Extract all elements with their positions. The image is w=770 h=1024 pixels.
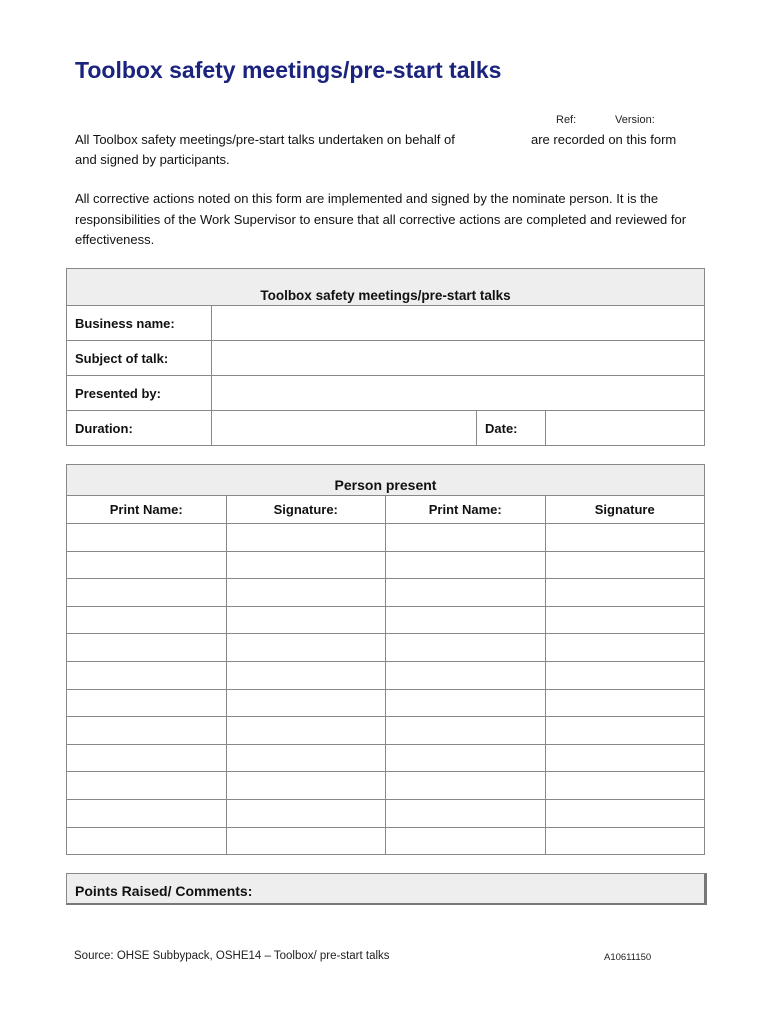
print-name-cell[interactable] bbox=[67, 799, 227, 827]
signature-cell[interactable] bbox=[545, 606, 705, 634]
print-name-cell[interactable] bbox=[386, 524, 546, 552]
print-name-cell[interactable] bbox=[386, 827, 546, 855]
subject-field[interactable] bbox=[212, 341, 705, 376]
print-name-cell[interactable] bbox=[386, 606, 546, 634]
duration-label: Duration: bbox=[67, 411, 212, 446]
print-name-cell[interactable] bbox=[67, 717, 227, 745]
signature-cell[interactable] bbox=[545, 689, 705, 717]
print-name-cell[interactable] bbox=[67, 689, 227, 717]
signature-cell[interactable] bbox=[226, 744, 386, 772]
signature-cell[interactable] bbox=[226, 579, 386, 607]
subject-label: Subject of talk: bbox=[67, 341, 212, 376]
print-name-cell[interactable] bbox=[386, 634, 546, 662]
page-title: Toolbox safety meetings/pre-start talks bbox=[75, 57, 502, 83]
attendance-table bbox=[66, 464, 705, 855]
print-name-cell[interactable] bbox=[67, 744, 227, 772]
footer-source: Source: OHSE Subbypack, OSHE14 – Toolbox/ pre-start talks bbox=[74, 950, 390, 962]
table-row bbox=[67, 634, 705, 662]
signature-cell[interactable] bbox=[545, 799, 705, 827]
comments-label: Points Raised/ Comments: bbox=[75, 883, 253, 899]
meeting-details-table bbox=[66, 268, 705, 446]
column-header-signature: Signature: bbox=[226, 496, 386, 524]
signature-cell[interactable] bbox=[226, 661, 386, 689]
signature-cell[interactable] bbox=[545, 717, 705, 745]
intro-paragraph-1-start: All Toolbox safety meetings/pre-start talks undertaken on behalf of bbox=[75, 132, 455, 147]
date-field[interactable] bbox=[546, 411, 705, 446]
table-row bbox=[67, 606, 705, 634]
signature-cell[interactable] bbox=[545, 579, 705, 607]
print-name-cell[interactable] bbox=[386, 772, 546, 800]
attendance-heading: Person present bbox=[67, 465, 705, 496]
footer-code: A10611150 bbox=[604, 952, 652, 963]
table-row bbox=[67, 524, 705, 552]
print-name-cell[interactable] bbox=[386, 717, 546, 745]
signature-cell[interactable] bbox=[226, 772, 386, 800]
print-name-cell[interactable] bbox=[67, 827, 227, 855]
date-label: Date: bbox=[477, 411, 546, 446]
signature-cell[interactable] bbox=[226, 634, 386, 662]
signature-cell[interactable] bbox=[226, 524, 386, 552]
table-row bbox=[67, 717, 705, 745]
print-name-cell[interactable] bbox=[386, 551, 546, 579]
signature-cell[interactable] bbox=[226, 606, 386, 634]
signature-cell[interactable] bbox=[226, 799, 386, 827]
comments-box[interactable] bbox=[66, 873, 707, 905]
table-row bbox=[67, 799, 705, 827]
signature-cell[interactable] bbox=[226, 689, 386, 717]
print-name-cell[interactable] bbox=[386, 799, 546, 827]
signature-cell[interactable] bbox=[545, 661, 705, 689]
print-name-cell[interactable] bbox=[386, 579, 546, 607]
print-name-cell[interactable] bbox=[386, 744, 546, 772]
table-row bbox=[67, 551, 705, 579]
print-name-cell[interactable] bbox=[67, 661, 227, 689]
business-name-label: Business name: bbox=[67, 306, 212, 341]
print-name-cell[interactable] bbox=[386, 661, 546, 689]
intro-paragraph-1-end: are recorded on this form bbox=[531, 132, 677, 147]
print-name-cell[interactable] bbox=[67, 606, 227, 634]
signature-cell[interactable] bbox=[226, 551, 386, 579]
signature-cell[interactable] bbox=[545, 551, 705, 579]
presented-by-field[interactable] bbox=[212, 376, 705, 411]
presented-by-label: Presented by: bbox=[67, 376, 212, 411]
print-name-cell[interactable] bbox=[386, 689, 546, 717]
ref-label: Ref: bbox=[556, 114, 577, 126]
signature-cell[interactable] bbox=[545, 634, 705, 662]
intro-paragraph-1-cont: and signed by participants. bbox=[75, 152, 230, 167]
print-name-cell[interactable] bbox=[67, 524, 227, 552]
table-row bbox=[67, 772, 705, 800]
print-name-cell[interactable] bbox=[67, 579, 227, 607]
signature-cell[interactable] bbox=[545, 772, 705, 800]
print-name-cell[interactable] bbox=[67, 634, 227, 662]
signature-cell[interactable] bbox=[545, 827, 705, 855]
table-row bbox=[67, 661, 705, 689]
print-name-cell[interactable] bbox=[67, 772, 227, 800]
print-name-cell[interactable] bbox=[67, 551, 227, 579]
column-header-print-name: Print Name: bbox=[67, 496, 227, 524]
business-name-field[interactable] bbox=[212, 306, 705, 341]
signature-cell[interactable] bbox=[545, 524, 705, 552]
meeting-details-heading: Toolbox safety meetings/pre-start talks bbox=[67, 269, 705, 306]
table-row bbox=[67, 579, 705, 607]
version-label: Version: bbox=[615, 114, 655, 126]
intro-paragraph-2: All corrective actions noted on this form are implemented and signed by the nominate person. It is the responsibilities of the Work Supervisor to ensure that all corrective actions are completed and reviewed for effectiveness. bbox=[75, 191, 687, 247]
duration-field[interactable] bbox=[212, 411, 477, 446]
table-row bbox=[67, 827, 705, 855]
signature-cell[interactable] bbox=[545, 744, 705, 772]
signature-cell[interactable] bbox=[226, 717, 386, 745]
signature-cell[interactable] bbox=[226, 827, 386, 855]
table-row bbox=[67, 744, 705, 772]
column-header-signature: Signature bbox=[545, 496, 705, 524]
table-row bbox=[67, 689, 705, 717]
column-header-print-name: Print Name: bbox=[386, 496, 546, 524]
